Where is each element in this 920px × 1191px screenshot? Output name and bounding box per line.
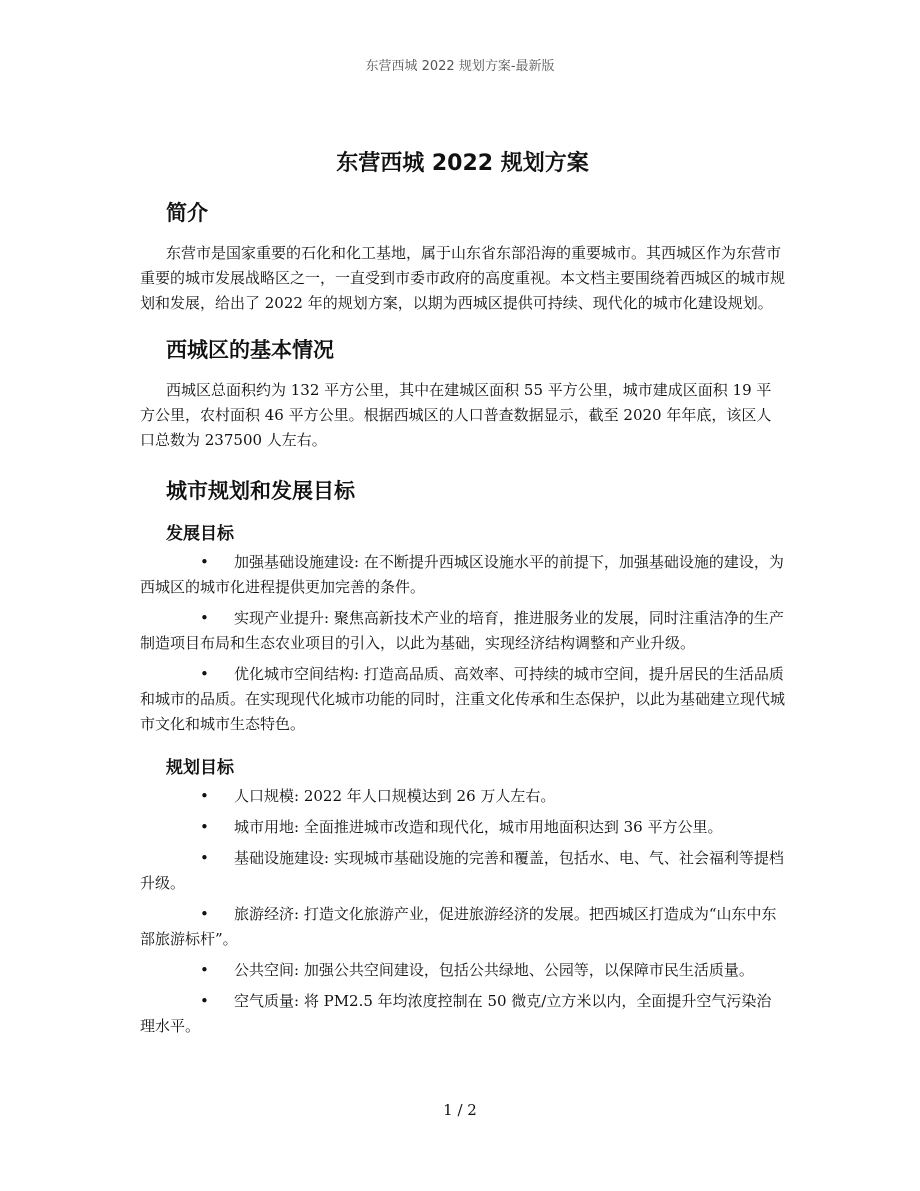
list-item xyxy=(140,550,785,600)
list-item xyxy=(140,784,785,809)
item-label: 优化城市空间结构: xyxy=(234,665,360,683)
bullet-icon: • xyxy=(200,849,209,867)
list-item xyxy=(140,606,785,656)
bullet-icon: • xyxy=(200,665,209,683)
item-label: 公共空间: xyxy=(234,961,300,979)
item-label: 基础设施建设: xyxy=(234,849,330,867)
list-item xyxy=(140,902,785,952)
list-item xyxy=(140,958,785,983)
list-item xyxy=(140,815,785,840)
bullet-icon: • xyxy=(200,818,209,836)
item-text: 全面推进城市改造和现代化，城市用地面积达到 36 平方公里。 xyxy=(299,818,723,836)
item-text: 2022 年人口规模达到 26 万人左右。 xyxy=(299,787,556,805)
item-text: 在不断提升西城区设施水平的前提下，加强基础设施的建设，为西城区的城市化进程提供更加完善的条件。 xyxy=(140,553,784,596)
bullet-icon: • xyxy=(200,992,209,1010)
list-item xyxy=(140,846,785,896)
item-label: 城市用地: xyxy=(234,818,300,836)
page-header: 东营西城 2022 规划方案-最新版 xyxy=(365,59,555,74)
intro-paragraph: 东营市是国家重要的石化和化工基地，属于山东省东部沿海的重要城市。其西城区作为东营市重要的城市发展战略区之一，一直受到市委市政府的高度重视。本文档主要围绕着西城区的城市规划和发展，给出了 2022 年的规划方案，以期为西城区提供可持续、现代化的城市化建设规划。 xyxy=(140,244,786,312)
item-label: 旅游经济: xyxy=(234,905,300,923)
page-number: 1 / 2 xyxy=(443,1101,477,1119)
bullet-icon: • xyxy=(200,961,209,979)
bullet-icon: • xyxy=(200,787,209,805)
bullet-icon: • xyxy=(200,905,209,923)
bullet-icon: • xyxy=(200,609,209,627)
item-label: 空气质量: xyxy=(234,992,300,1010)
list-item xyxy=(140,662,785,737)
item-text: 打造高品质、高效率、可持续的城市空间，提升居民的生活品质和城市的品质。在实现现代化城市功能的同时，注重文化传承和生态保护，以此为基础建立现代城市文化和城市生态特色。 xyxy=(140,665,786,733)
goals-heading: 城市规划和发展目标 xyxy=(166,479,355,503)
dev-goals-list xyxy=(140,550,785,737)
intro-heading: 简介 xyxy=(166,201,208,225)
list-item xyxy=(140,989,785,1039)
item-text: 聚焦高新技术产业的培育，推进服务业的发展，同时注重洁净的生产制造项目布局和生态农业项目的引入，以此为基础，实现经济结构调整和产业升级。 xyxy=(140,609,784,652)
bullet-icon: • xyxy=(200,553,209,571)
plan-goals-list xyxy=(140,784,785,1039)
item-text: 将 PM2.5 年均浓度控制在 50 微克/立方米以内，全面提升空气污染治理水平。 xyxy=(140,992,772,1035)
dev-goals-heading: 发展目标 xyxy=(166,524,234,544)
basics-paragraph: 西城区总面积约为 132 平方公里，其中在建城区面积 55 平方公里，城市建成区面积 19 平方公里，农村面积 46 平方公里。根据西城区的人口普查数据显示，截至 2020 年年底，该区人口总数为 237500 人左右。 xyxy=(140,381,772,449)
item-label: 人口规模: xyxy=(234,787,300,805)
item-label: 实现产业提升: xyxy=(234,609,330,627)
plan-goals-heading: 规划目标 xyxy=(166,758,234,778)
item-text: 打造文化旅游产业，促进旅游经济的发展。把西城区打造成为“山东中东部旅游标杆”。 xyxy=(140,905,777,948)
document-body xyxy=(140,146,785,1045)
item-label: 加强基础设施建设: xyxy=(234,553,360,571)
item-text: 实现城市基础设施的完善和覆盖，包括水、电、气、社会福利等提档升级。 xyxy=(140,849,784,892)
item-text: 加强公共空间建设，包括公共绿地、公园等，以保障市民生活质量。 xyxy=(299,961,754,979)
document-title: 东营西城 2022 规划方案 xyxy=(336,151,589,176)
basics-heading: 西城区的基本情况 xyxy=(166,338,334,362)
